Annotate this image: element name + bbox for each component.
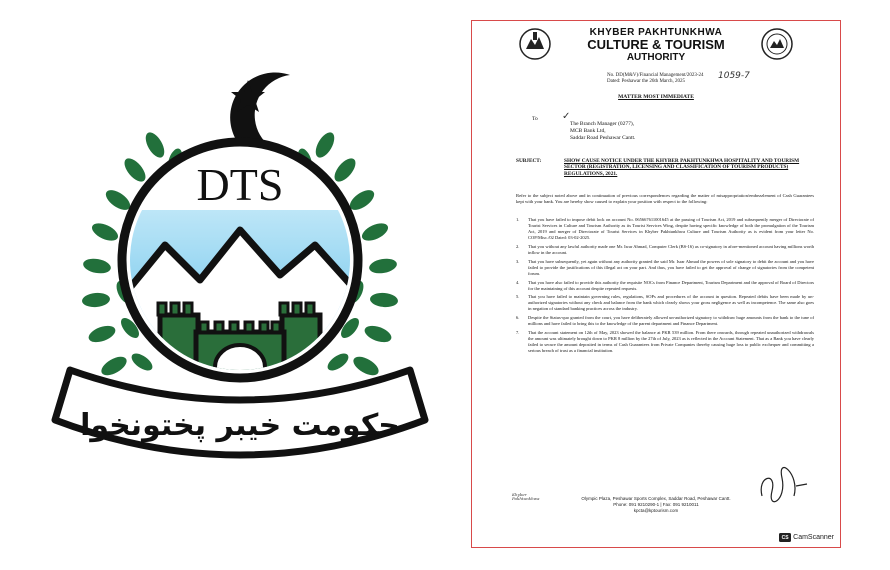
list-item: 3. That you have subsequently, yet again without any authority granted the said Mr. Israr Ahmad the powers of sole signatory to debit the account and you have failed to provide the justifications of this illegal act on your part. And thus, you have failed to get the approval of change of signatories from the competent forum. [516, 258, 814, 276]
subject-text: SHOW CAUSE NOTICE UNDER THE KHYBER PAKHTUNKHWA HOSPITALITY AND TOURISM SECTOR (REGISTRATION, LICENSING AND CLASSIFICATION OF TOURISM PRODUCTS) REGULATIONS, 2021. [564, 158, 800, 177]
list-item: 1. That you have failed to impose debit lock on account No. 0656676110016​45 at the passing of Tourism Act, 2019 and subsequently merger of Directorate of Tourist Services in Culture and Tourism Authority as its Tourist Services Wing, despite having specific knowledge of both the promulgation of the Tourism Act, 2019 and merger of Directorate of Tourist Services in Khyber Pakhtunkhwa Culture and Tourism Authority as is evident from your letter No. COP/Misc./02 Dated: 03-02-2025. [516, 217, 814, 240]
addressee-line: MCB Bank Ltd, [570, 128, 606, 134]
charges-list [516, 217, 814, 357]
letterhead-line2: CULTURE & TOURISM [587, 37, 725, 52]
reference-number: No. DD(M&V)/Financial Management/2023-24 [607, 73, 704, 78]
date-line: Dated: Peshawar the 26th March, 2025 [607, 79, 686, 84]
footer-logo-line: Khyber [512, 492, 527, 497]
letterhead [472, 27, 840, 63]
handwritten-reference: 1059-7 [718, 71, 750, 81]
list-item: 6. Despite the Status-quo granted from the court, you have deliberately allowed un-authorized signatory to withdraw huge amounts from the bank to the tune of millions and have failed to bring this to the knowledge of the parent department and Finance Department. [516, 315, 814, 327]
priority-heading: MATTER MOST IMMEDIATE [618, 94, 694, 100]
letterhead-line3: AUTHORITY [626, 52, 686, 63]
letterhead-line1: KHYBER PAKHTUNKHWA [589, 27, 723, 38]
notice-document [471, 20, 841, 548]
list-item: 7. That the account statement on 12th of May, 2023 showed the balance at PKR 539 million. From there onwards, through repeated unauthorized withdrawals the amount was ultimately brought down to PKR 8 million by the 27th of July, 2023 as is reflected in the Account Statement. That as a Bank you have clearly failed to secure the amount deposited in terms of Cash Guarantees from Private Companies thereby causing huge loss to public exchequer and committing a serious breach of trust as a financial institution. [516, 330, 814, 354]
logo-acronym: DTS [196, 159, 284, 210]
subject-block [516, 158, 814, 177]
dts-emblem [40, 70, 440, 550]
addressee-line: Saddar Road Peshawar Cantt. [570, 135, 636, 141]
dts-emblem-graphic [40, 70, 440, 550]
camscanner-icon: CS [779, 533, 791, 542]
camscanner-label: CamScanner [793, 534, 834, 541]
addressee-block [570, 121, 635, 142]
addressee-line: The Branch Manager (0277), [570, 121, 635, 127]
list-item: 5. That you have failed to maintain governing rules, regulations, SOPs and procedures of the account in question. Repeated debits have been made by un-authorized signatories without any check and balance from the bank which clearly shows your gross negligence as well as incompetence. The same also goes in negation of standard banking practices across the industry. [516, 294, 814, 312]
list-item: 2. That you without any lawful authority made one Mr. Israr Ahmad, Computer Clerk (BS-16) as co-signatory in afore-mentioned account having millions worth inflow in the account. [516, 243, 814, 255]
checkmark-icon: ✓ [562, 111, 571, 122]
footer-contact [472, 496, 840, 514]
footer-logo-line: Pakhtunkhwa [512, 496, 540, 501]
footer-phone: Phone: 091 9210290-1 | Fax: 091 9210011 [613, 502, 699, 507]
subject-label: SUBJECT: [516, 158, 542, 164]
footer-email: kpcta@kptourism.com [633, 508, 679, 513]
list-item: 4. That you have also failed to provide this authority the requisite NOCs from Finance Department, Tourism Department and the approval of Board of Directors for the maintaining of this account despite repeated requests. [516, 279, 814, 291]
footer-address: Olympic Plaza, Peshawar Sports Complex, Saddar Road, Peshawar Cantt. [581, 496, 731, 501]
intro-paragraph: Refer to the subject noted above and in continuation of previous correspondences regarding the matter of misappropriation/embezzlement of Cash Guarantees kept with your bank. You are hereby show caused to explain your position with respect to the following: [516, 193, 814, 204]
logo-urdu-text: حکومت خیبر پختونخوا [80, 408, 400, 443]
camscanner-badge [779, 533, 834, 542]
to-label: To [532, 116, 538, 122]
